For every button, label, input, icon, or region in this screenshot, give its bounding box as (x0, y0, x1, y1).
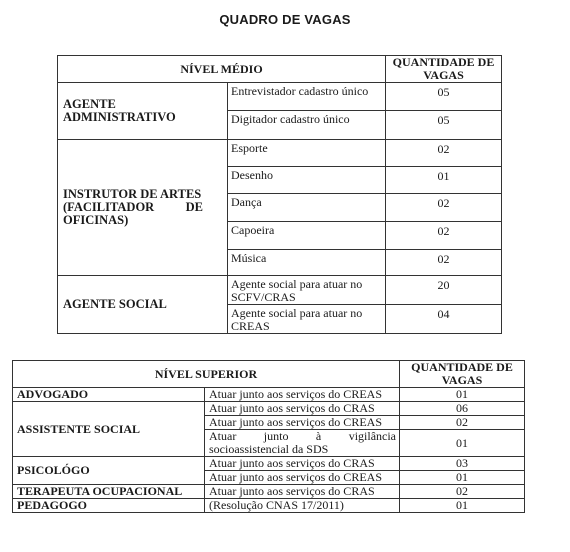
qty-header (386, 56, 502, 83)
category-agente-social: AGENTE SOCIAL (58, 276, 228, 334)
category-label-line: OFICINAS) (63, 213, 129, 227)
table-row (13, 388, 525, 402)
function-word: junto (263, 429, 289, 443)
quantity-cell: 01 (400, 471, 525, 485)
function-cell: Entrevistador cadastro único (228, 83, 386, 111)
quantity-cell: 01 (386, 167, 502, 194)
function-cell: Atuar junto aos serviços do CRAS (205, 457, 400, 471)
quantity-cell: 02 (400, 416, 525, 430)
page-title: QUADRO DE VAGAS (219, 12, 351, 27)
category-terapeuta-ocupacional: TERAPEUTA OCUPACIONAL (13, 485, 205, 499)
nivel-superior-table (12, 360, 525, 513)
function-line: Agente social para atuar no (231, 277, 363, 291)
category-agente-administrativo (58, 83, 228, 140)
function-cell: Digitador cadastro único (228, 111, 386, 140)
category-assistente-social: ASSISTENTE SOCIAL (13, 402, 205, 457)
nivel-medio-header: NÍVEL MÉDIO (58, 56, 386, 83)
qty-header-line-1: QUANTIDADE DE (411, 360, 513, 374)
table-row (58, 276, 502, 305)
quantity-cell: 04 (386, 305, 502, 334)
category-label-word: (FACILITADOR (63, 200, 155, 214)
function-cell (228, 276, 386, 305)
function-word: à (315, 429, 322, 443)
category-label-line: AGENTE (63, 97, 116, 111)
table-row (58, 83, 502, 111)
function-word: vigilância (348, 429, 397, 443)
category-label-line: ADMINISTRATIVO (63, 110, 176, 124)
quantity-cell: 01 (400, 430, 525, 457)
category-advogado: ADVOGADO (13, 388, 205, 402)
function-cell: Capoeira (228, 222, 386, 250)
category-pedagogo: PEDAGOGO (13, 499, 205, 513)
function-cell: Dança (228, 194, 386, 222)
quantity-cell: 06 (400, 402, 525, 416)
function-cell: Atuar junto aos serviços do CREAS (205, 388, 400, 402)
table-header-row (58, 56, 502, 83)
function-cell: Atuar junto aos serviços do CRAS (205, 485, 400, 499)
function-cell: Música (228, 250, 386, 276)
function-cell: Esporte (228, 140, 386, 167)
table-row (13, 457, 525, 471)
quantity-cell: 03 (400, 457, 525, 471)
function-line: socioassistencial da SDS (209, 442, 329, 456)
category-label-word: DE (185, 200, 203, 214)
quantity-cell: 20 (386, 276, 502, 305)
qty-header-line-1: QUANTIDADE DE (392, 55, 495, 69)
quantity-cell: 02 (386, 222, 502, 250)
function-line: Agente social para atuar no (231, 306, 363, 320)
qty-header-line-2: VAGAS (423, 68, 464, 82)
function-word: Atuar (209, 429, 237, 443)
quantity-cell: 01 (400, 388, 525, 402)
table-row (13, 402, 525, 416)
quantity-cell: 02 (386, 250, 502, 276)
function-cell (205, 430, 400, 457)
function-cell (228, 305, 386, 334)
table-row (13, 499, 525, 513)
quantity-cell: 01 (400, 499, 525, 513)
category-psicologo: PSICOLÓGO (13, 457, 205, 485)
function-line: SCFV/CRAS (231, 290, 296, 304)
category-instrutor-de-artes (58, 140, 228, 276)
nivel-medio-table (57, 55, 502, 334)
quantity-cell: 02 (386, 140, 502, 167)
function-cell: Atuar junto aos serviços do CRAS (205, 402, 400, 416)
nivel-superior-header: NÍVEL SUPERIOR (13, 361, 400, 388)
table-header-row (13, 361, 525, 388)
table-row (58, 140, 502, 167)
quantity-cell: 05 (386, 111, 502, 140)
quantity-cell: 02 (386, 194, 502, 222)
qty-header (400, 361, 525, 388)
category-label-line: INSTRUTOR DE ARTES (63, 187, 202, 201)
function-cell: Atuar junto aos serviços do CREAS (205, 471, 400, 485)
qty-header-line-2: VAGAS (441, 373, 483, 387)
function-line: CREAS (231, 319, 270, 333)
quantity-cell: 05 (386, 83, 502, 111)
quantity-cell: 02 (400, 485, 525, 499)
function-cell: (Resolução CNAS 17/2011) (205, 499, 400, 513)
function-cell: Atuar junto aos serviços do CREAS (205, 416, 400, 430)
table-row (13, 485, 525, 499)
function-cell: Desenho (228, 167, 386, 194)
